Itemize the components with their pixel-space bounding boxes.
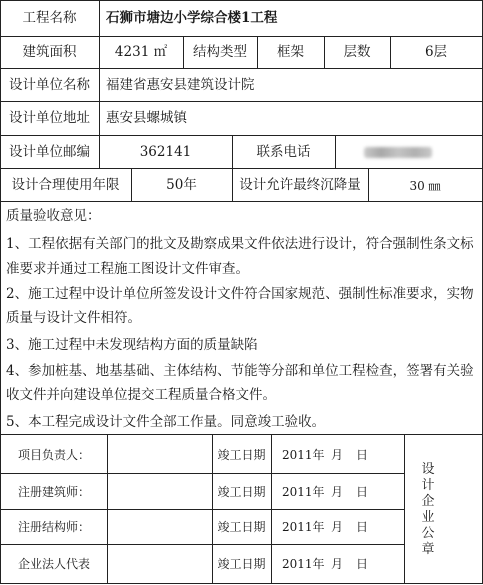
signoff-date-label: 竣工日期 xyxy=(217,485,266,499)
opinion-p2-line2: 质量与设计文件相符。 xyxy=(6,310,141,326)
rule-s-c4 xyxy=(404,434,405,584)
rule-r34-c1 xyxy=(99,68,100,135)
project-name-value: 石狮市塘边小学综合楼1工程 xyxy=(106,10,278,26)
rule-row2 xyxy=(0,68,483,69)
opinion-p3: 3、施工过程中未发现结构方面的质量缺陷 xyxy=(6,337,258,353)
opinion-p1-line1: 1、工程依据有关部门的批文及勘察成果文件依法进行设计，符合强制性条文标 xyxy=(6,236,474,252)
rule-row4 xyxy=(0,135,483,136)
rule-row5 xyxy=(0,168,483,169)
rule-sign2 xyxy=(0,509,404,510)
area-value: 4231 ㎡ xyxy=(114,44,168,60)
structure-value: 框架 xyxy=(277,44,304,60)
project-name-label: 工程名称 xyxy=(22,10,77,26)
signoff-month: 月 xyxy=(331,520,344,534)
rule-row1 xyxy=(0,36,483,37)
rule-opinion-bottom xyxy=(0,434,483,435)
opinion-p4-line1: 4、参加桩基、地基基础、主体结构、节能等分部和单位工程检查，签署有关验 xyxy=(6,363,474,379)
signoff-day: 日 xyxy=(356,448,369,462)
signoff-month: 月 xyxy=(331,557,344,571)
address-value: 惠安县螺城镇 xyxy=(106,110,187,126)
signoff-role: 企业法人代表 xyxy=(18,557,91,571)
postcode-value: 362141 xyxy=(139,144,192,160)
floors-label: 层数 xyxy=(343,44,371,60)
service-life-label: 设计合理使用年限 xyxy=(11,177,120,193)
rule-s-c1 xyxy=(107,434,108,584)
rule-s-c3 xyxy=(271,434,272,584)
opinion-p4-line2: 收文件并向建设单位提交工程质量合格文件。 xyxy=(6,387,276,403)
signoff-year: 2011年 xyxy=(282,485,325,499)
rule-sign3 xyxy=(0,544,404,545)
design-unit-value: 福建省惠安县建筑设计院 xyxy=(106,77,255,93)
settlement-label: 设计允许最终沉降量 xyxy=(239,177,361,193)
floors-value: 6层 xyxy=(424,44,448,60)
signoff-date-label: 竣工日期 xyxy=(217,520,266,534)
structure-label: 结构类型 xyxy=(193,44,247,60)
rule-sign1 xyxy=(0,473,404,474)
signoff-date-label: 竣工日期 xyxy=(217,448,266,462)
rule-row3 xyxy=(0,101,483,102)
signoff-year: 2011年 xyxy=(282,448,325,462)
rule-r5-c3 xyxy=(335,135,336,168)
opinion-p2-line1: 2、施工过程中设计单位所签发设计文件符合国家规范、强制性标准要求，实物 xyxy=(6,286,474,302)
address-label: 设计单位地址 xyxy=(9,110,90,126)
signoff-month: 月 xyxy=(331,448,344,462)
service-life-value: 50年 xyxy=(166,177,197,193)
rule-row6 xyxy=(0,201,483,202)
area-label: 建筑面积 xyxy=(22,44,77,60)
signoff-month: 月 xyxy=(331,485,344,499)
postcode-label: 设计单位邮编 xyxy=(9,144,90,160)
opinion-p5: 5、本工程完成设计文件全部工作量。同意竣工验收。 xyxy=(6,414,326,430)
signoff-year: 2011年 xyxy=(282,557,325,571)
phone-value-redacted xyxy=(364,147,432,158)
design-unit-label: 设计单位名称 xyxy=(9,77,90,93)
company-seal-label: 设计企业公章 xyxy=(421,462,435,557)
rule-bottom xyxy=(0,583,483,584)
signoff-day: 日 xyxy=(356,557,369,571)
signoff-date-label: 竣工日期 xyxy=(217,557,266,571)
signoff-role: 项目负责人： xyxy=(18,448,91,462)
opinion-heading: 质量验收意见： xyxy=(6,208,101,224)
signoff-day: 日 xyxy=(356,520,369,534)
signoff-day: 日 xyxy=(356,485,369,499)
rule-r1-c1 xyxy=(99,0,100,36)
phone-label: 联系电话 xyxy=(256,144,311,160)
rule-top xyxy=(0,0,483,1)
signoff-year: 2011年 xyxy=(282,520,325,534)
signoff-role: 注册结构师： xyxy=(18,520,91,534)
settlement-value: 30 ㎜ xyxy=(409,179,441,193)
signoff-role: 注册建筑师： xyxy=(18,485,91,499)
opinion-p1-line2: 准要求并通过工程施工图设计文件审查。 xyxy=(6,261,249,277)
